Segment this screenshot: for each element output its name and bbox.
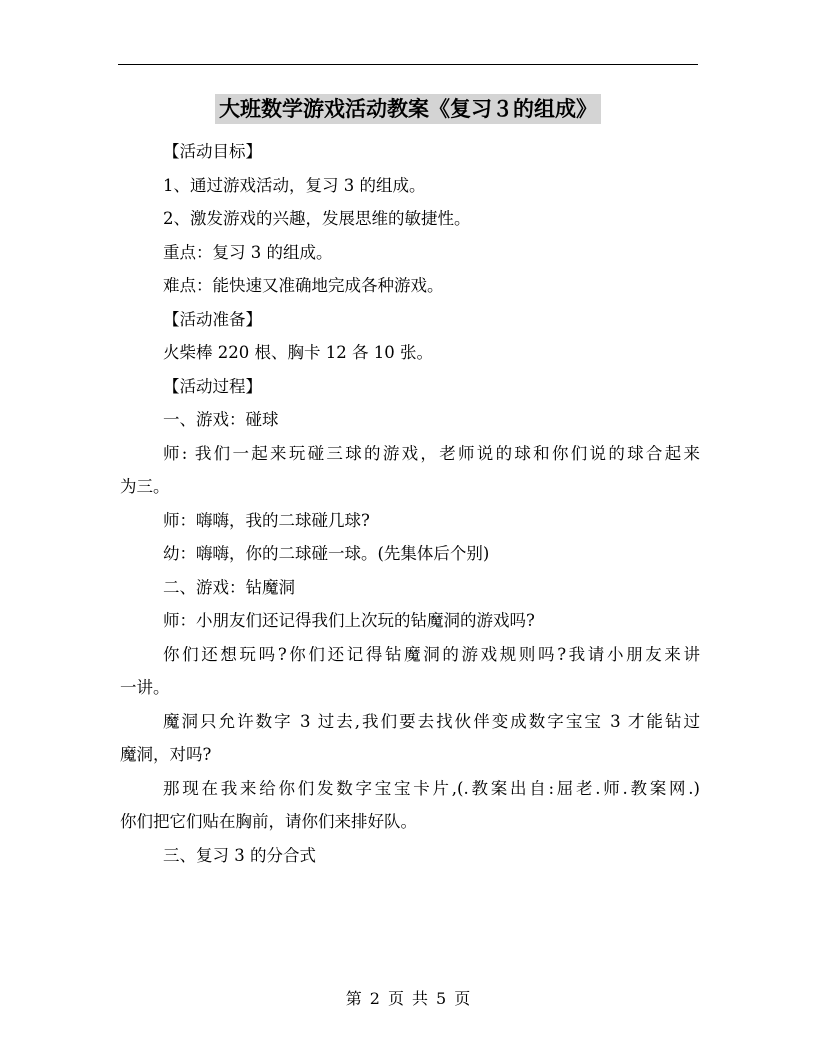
paragraph: 那现在我来给你们发数字宝宝卡片,(.教案出自:屈老.师.教案网.)	[163, 778, 700, 798]
page-footer	[0, 986, 816, 1009]
page-current: 2	[369, 989, 380, 1008]
section-heading: 【活动目标】	[163, 142, 262, 161]
footer-label: 第	[345, 989, 362, 1008]
page-total: 5	[436, 989, 447, 1008]
paragraph: 2、激发游戏的兴趣，发展思维的敏捷性。	[163, 209, 471, 228]
header-rule	[118, 64, 698, 65]
paragraph: 难点：能快速又准确地完成各种游戏。	[163, 276, 444, 295]
paragraph: 一、游戏：碰球	[163, 410, 279, 429]
paragraph: 重点：复习 3 的组成。	[163, 242, 333, 262]
paragraph: 1、通过游戏活动，复习 3 的组成。	[163, 175, 426, 195]
footer-label: 共	[412, 989, 429, 1008]
paragraph: 三、复习 3 的分合式	[163, 845, 316, 865]
paragraph-continuation: 一讲。	[120, 678, 170, 697]
section-heading: 【活动过程】	[163, 376, 262, 396]
paragraph-continuation: 为三。	[120, 477, 170, 496]
paragraph-continuation: 你们把它们贴在胸前，请你们来排好队。	[120, 812, 417, 831]
paragraph: 二、游戏：钻魔洞	[163, 577, 295, 597]
paragraph: 师：小朋友们还记得我们上次玩的钻魔洞的游戏吗?	[163, 611, 535, 630]
paragraph: 魔洞只允许数字 3 过去,我们要去找伙伴变成数字宝宝 3 才能钻过	[163, 711, 700, 731]
paragraph: 你们还想玩吗?你们还记得钻魔洞的游戏规则吗?我请小朋友来讲	[163, 644, 700, 664]
paragraph: 师: 我们一起来玩碰三球的游戏，老师说的球和你们说的球合起来	[163, 443, 700, 463]
footer-label: 页	[454, 989, 471, 1008]
paragraph-continuation: 魔洞，对吗?	[120, 745, 212, 764]
document-title: 大班数学游戏活动教案《复习３的组成》	[215, 94, 601, 124]
document-body	[120, 135, 700, 872]
paragraph: 幼：嗨嗨，你的二球碰一球。(先集体后个别)	[163, 544, 490, 563]
title-container	[0, 94, 816, 124]
footer-label: 页	[387, 989, 404, 1008]
paragraph: 火柴棒 220 根、胸卡 12 各 10 张。	[163, 343, 433, 362]
section-heading: 【活动准备】	[163, 309, 262, 329]
paragraph: 师：嗨嗨，我的二球碰几球?	[163, 510, 370, 530]
